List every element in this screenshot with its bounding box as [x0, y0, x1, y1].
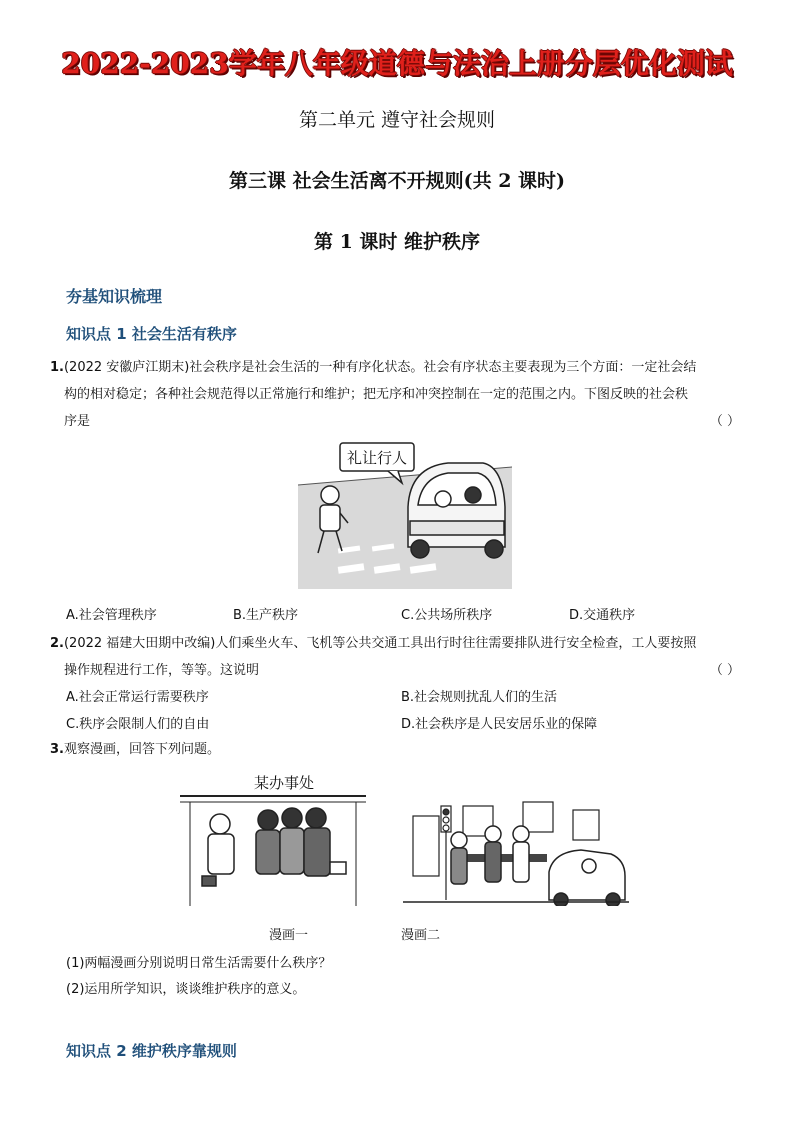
traffic-light — [441, 806, 451, 900]
crosswalk-illustration — [298, 437, 512, 589]
question-text: (2022 安徽庐江期末)社会秩序是社会生活的一种有序化状态。社会有序状态主要表现为三个方面：一定社会结 — [63, 360, 697, 375]
option-c: C.秩序会限制人们的自由 — [66, 717, 210, 732]
period-title: 第 1 课时 维护秩序 — [313, 231, 481, 253]
speech-bubble-text: 礼让行人 — [346, 449, 408, 467]
document-main-title: 2022-2023学年八年级道德与法治上册分层优化测试 — [61, 47, 733, 80]
question-number: 3. — [50, 742, 64, 757]
people-group — [202, 808, 346, 886]
car-figure — [408, 463, 505, 558]
car-figure — [549, 850, 625, 906]
question-text: 观察漫画，回答下列问题。 — [63, 742, 220, 757]
question-text: 操作规程进行工作，等等。这说明 — [64, 663, 260, 678]
question-text: 序是 — [64, 414, 91, 429]
sub-question-2: (2)运用所学知识，谈谈维护秩序的意义。 — [66, 982, 306, 997]
option-a: A.社会正常运行需要秩序 — [66, 690, 209, 705]
option-c: C.公共场所秩序 — [401, 608, 493, 623]
unit-title: 第二单元 遵守社会规则 — [298, 109, 496, 131]
question-number: 2. — [50, 636, 64, 651]
answer-parentheses: （ ） — [709, 663, 740, 678]
question-text: 构的相对稳定；各种社会规范得以正常施行和维护；把无序和冲突控制在一定的范围之内。下图反映的社会秩 — [64, 387, 689, 402]
comic-1-illustration — [180, 772, 366, 906]
knowledge-point-1-heading: 知识点 1 社会生活有秩序 — [66, 325, 237, 343]
option-d: D.交通秩序 — [569, 608, 636, 623]
question-text: (2022 福建大田期中改编)人们乘坐火车、飞机等公共交通工具出行时往往需要排队进行安全检查，工人要按照 — [63, 636, 697, 651]
answer-parentheses: （ ） — [709, 414, 740, 429]
question-2 — [50, 630, 740, 684]
question-number: 1. — [50, 360, 64, 375]
lesson-title: 第三课 社会生活离不开规则(共 2 课时) — [228, 170, 566, 192]
comic-1-caption: 漫画一 — [269, 928, 309, 943]
option-d: D.社会秩序是人民安居乐业的保障 — [401, 717, 598, 732]
comic-2-illustration — [403, 796, 629, 906]
option-b: B.社会规则扰乱人们的生活 — [401, 690, 558, 705]
option-b: B.生产秩序 — [233, 608, 299, 623]
office-sign-text: 某办事处 — [253, 774, 315, 792]
knowledge-point-2-heading: 知识点 2 维护秩序靠规则 — [66, 1042, 237, 1060]
barrier — [459, 854, 547, 862]
section-heading: 夯基知识梳理 — [66, 287, 163, 306]
comic-2-caption: 漫画二 — [401, 928, 441, 943]
question-3 — [50, 736, 740, 763]
option-a: A.社会管理秩序 — [66, 608, 157, 623]
pedestrians — [451, 826, 529, 884]
sub-question-1: (1)两幅漫画分别说明日常生活需要什么秩序？ — [66, 956, 332, 971]
question-1 — [50, 354, 740, 435]
